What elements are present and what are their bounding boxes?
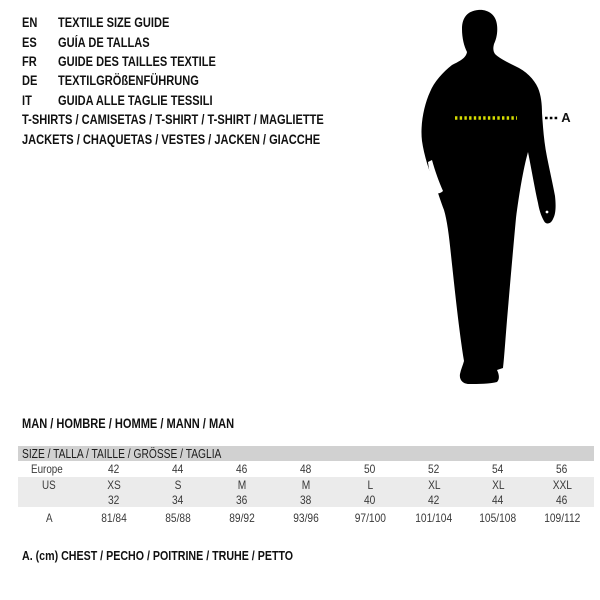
size-cell: 56 (556, 462, 568, 476)
table-row-numeric (18, 492, 594, 507)
size-cell: 44 (492, 492, 504, 507)
size-cell: 34 (172, 492, 184, 507)
language-code-it: IT (22, 92, 32, 108)
table-row-us (18, 477, 594, 492)
guide-title-it: GUIDA ALLE TAGLIE TESSILI (58, 92, 213, 108)
size-cell: XL (491, 477, 505, 492)
size-cell: 97/100 (354, 510, 386, 525)
size-cell: 89/92 (229, 510, 255, 525)
category-jackets: JACKETS / CHAQUETAS / VESTES / JACKEN / GIACCHE (22, 132, 321, 148)
size-cell: L (367, 477, 373, 492)
size-cell: 109/112 (543, 510, 581, 525)
size-cell: 42 (428, 492, 440, 507)
size-cell: 105/108 (479, 510, 517, 525)
size-cell: 85/88 (165, 510, 191, 525)
category-tshirts: T-SHIRTS / CAMISETAS / T-SHIRT / T-SHIRT / MAGLIETTE (22, 111, 324, 127)
table-header-label: SIZE / TALLA / TAILLE / GRÖSSE / TAGLIA (22, 446, 222, 461)
size-cell: XXL (552, 477, 572, 492)
size-cell: M (237, 477, 247, 492)
language-code-de: DE (22, 73, 38, 89)
size-cell: 48 (300, 462, 312, 476)
size-cell: 46 (236, 462, 248, 476)
language-code-fr: FR (22, 53, 37, 69)
size-cell: 81/84 (101, 510, 127, 525)
size-table (18, 446, 594, 528)
hand-highlight (546, 211, 549, 214)
section-title-man: MAN / HOMBRE / HOMME / MANN / MAN (22, 415, 235, 431)
size-cell: 54 (492, 462, 504, 476)
size-cell: 101/104 (415, 510, 453, 525)
size-cell: 42 (108, 462, 120, 476)
size-cell: 38 (300, 492, 312, 507)
man-silhouette-shape (421, 10, 555, 384)
measurement-footnote: A. (cm) CHEST / PECHO / POITRINE / TRUHE / PETTO (22, 547, 294, 563)
size-cell: XL (427, 477, 441, 492)
size-cell: M (301, 477, 311, 492)
guide-title-de: TEXTILGRÖßENFÜHRUNG (58, 73, 199, 89)
table-header-row (18, 446, 594, 461)
size-cell: 52 (428, 462, 440, 476)
size-cell: 46 (556, 492, 568, 507)
row-label-a: A (45, 510, 53, 525)
language-code-es: ES (22, 34, 37, 50)
size-cell: S (174, 477, 182, 492)
table-row-europe (18, 461, 594, 477)
guide-title-es: GUÍA DE TALLAS (58, 34, 150, 50)
size-cell: XS (107, 477, 121, 492)
table-row-chest (18, 507, 594, 528)
size-cell: 50 (364, 462, 376, 476)
size-cell: 40 (364, 492, 376, 507)
language-code-en: EN (22, 15, 38, 31)
size-cell: 32 (108, 492, 120, 507)
row-label-us: US (41, 477, 56, 492)
size-cell: 36 (236, 492, 248, 507)
row-label-europe: Europe (30, 462, 63, 476)
guide-title-fr: GUIDE DES TAILLES TEXTILE (58, 53, 216, 69)
guide-title-en: TEXTILE SIZE GUIDE (58, 15, 170, 31)
size-cell: 44 (172, 462, 184, 476)
measure-label-a: A (561, 110, 571, 125)
size-cell: 93/96 (293, 510, 319, 525)
